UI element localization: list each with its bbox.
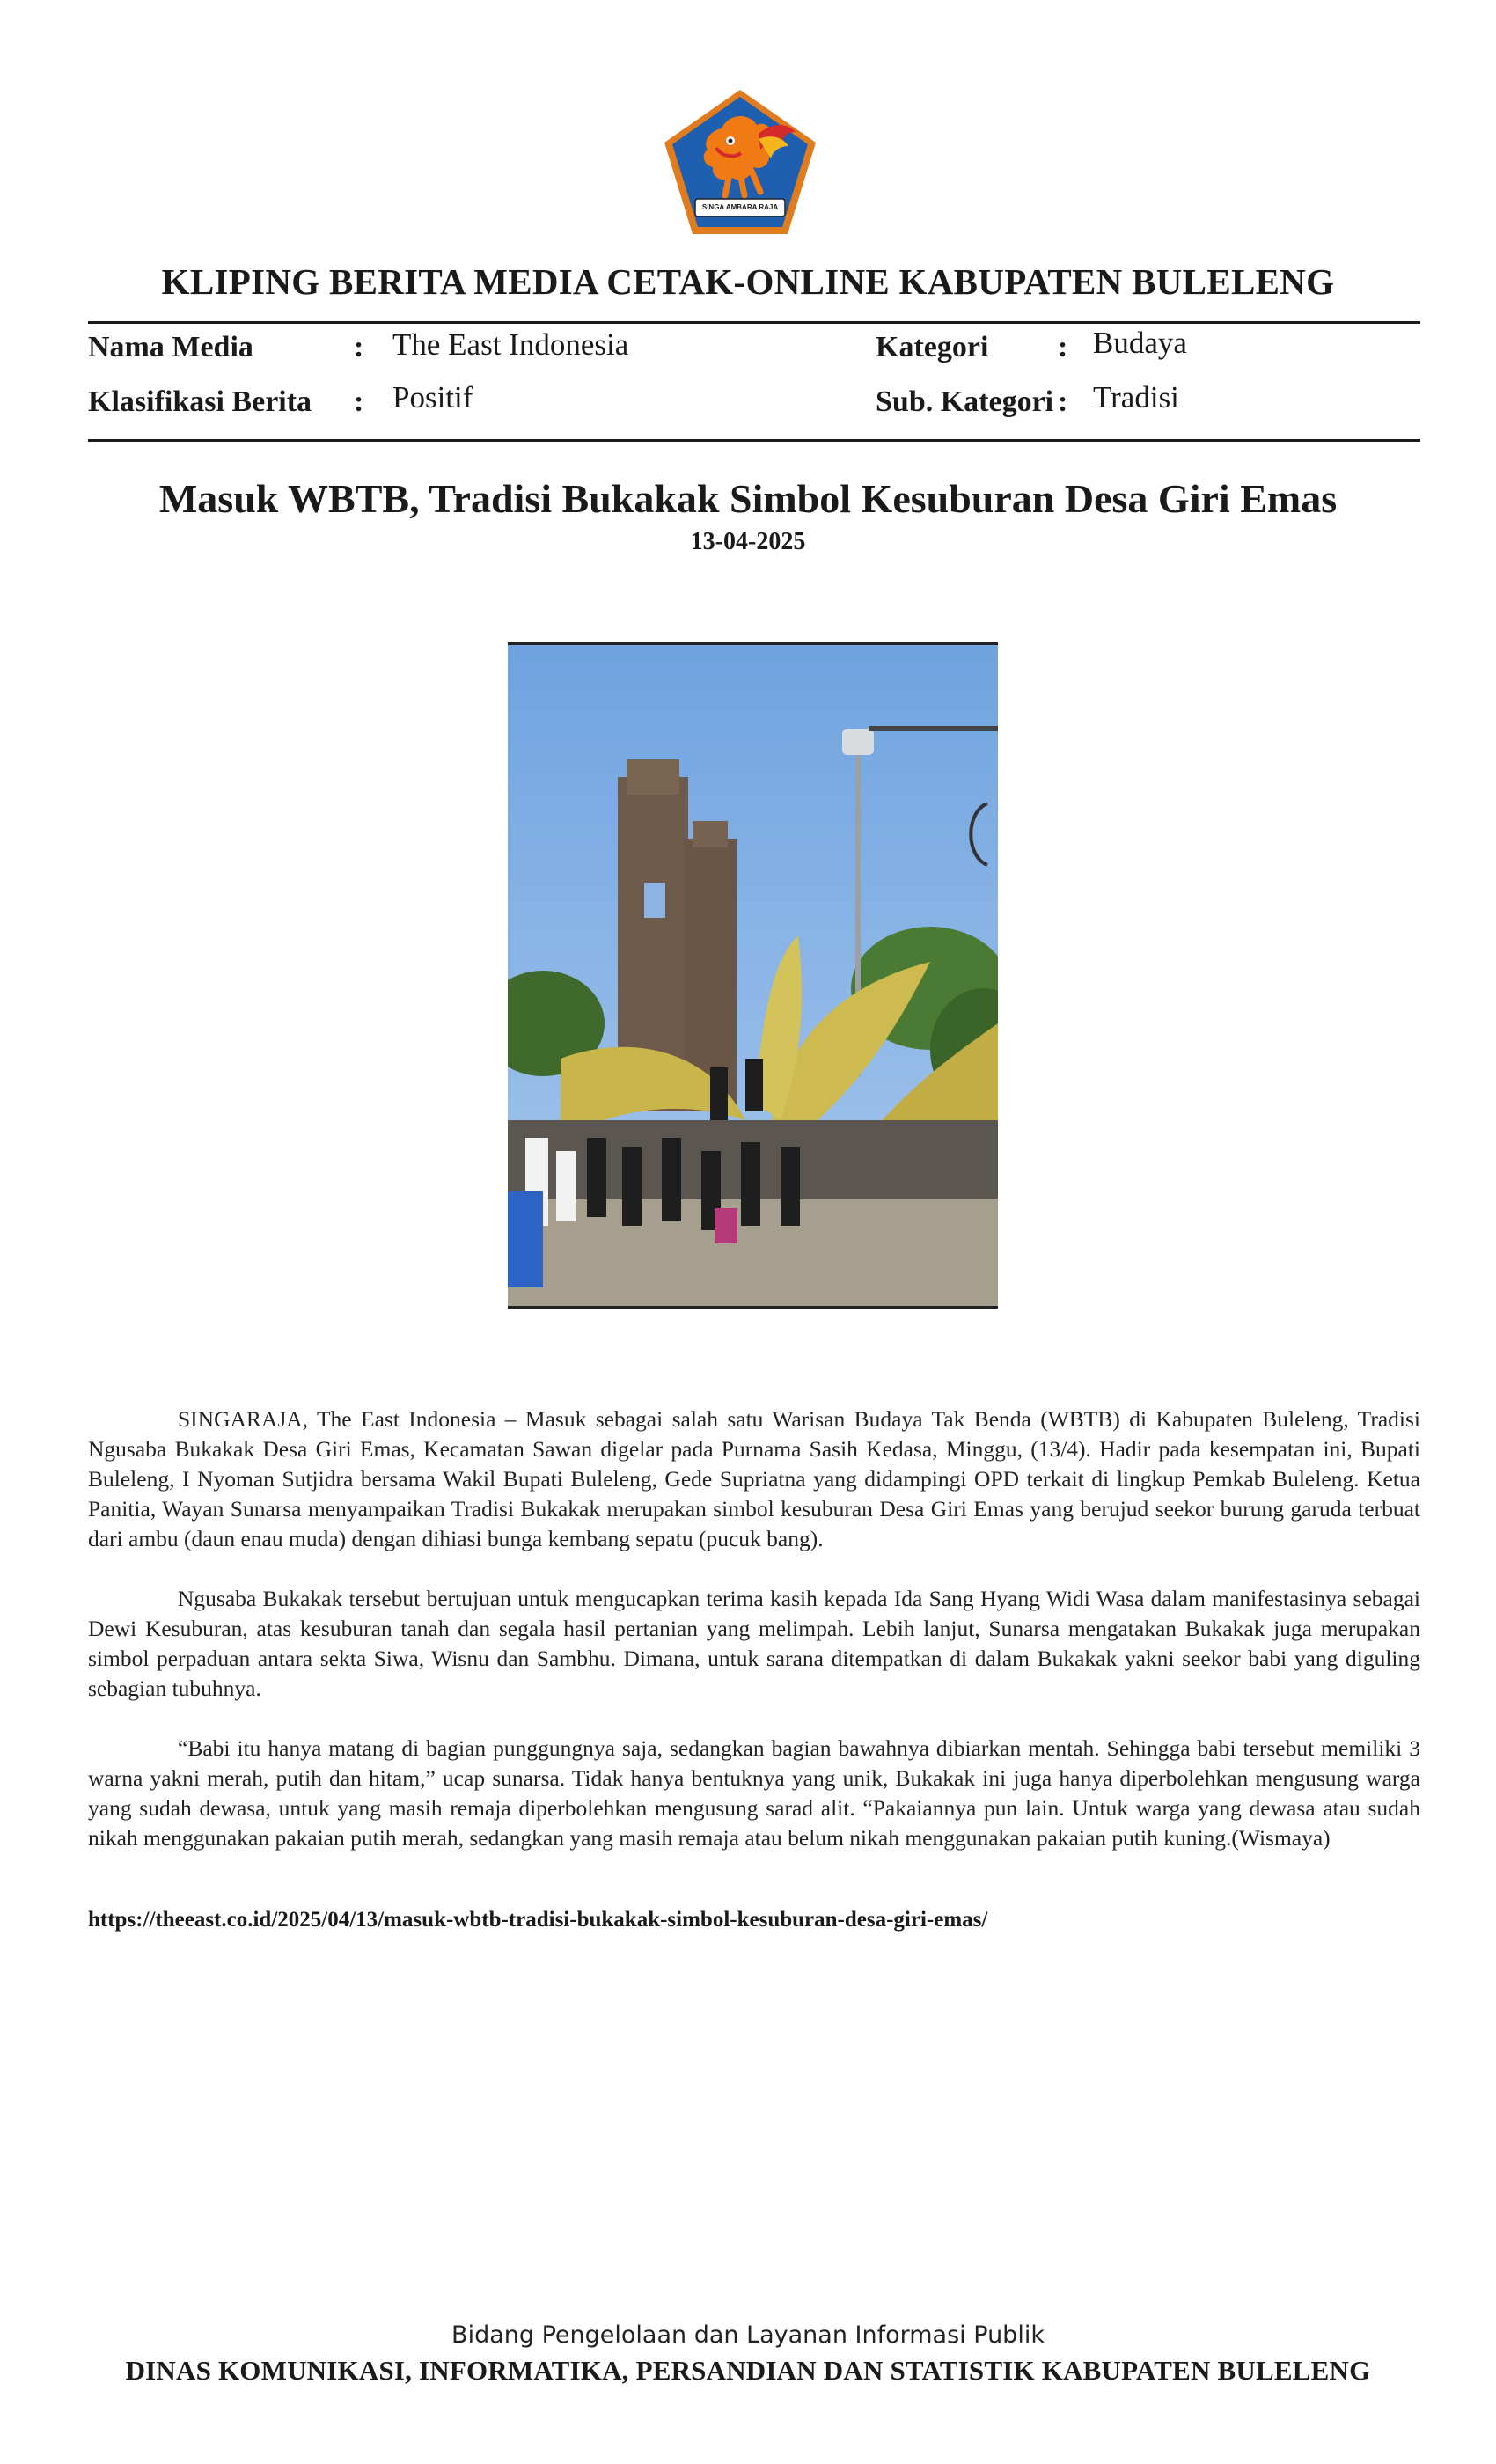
clipping-header-title: KLIPING BERITA MEDIA CETAK-ONLINE KABUPATEN BULELENG (161, 261, 1335, 302)
article-paragraph-3: “Babi itu hanya matang di bagian punggungnya saja, sedangkan bagian bawahnya dibiarkan mentah. Sehingga babi tersebut memiliki 3 warna yakni merah, putih dan hitam,” ucap sunarsa. Tidak hanya bentuknya yang unik, Bukakak ini juga hanya diperbolehkan mengusung warga yang sudah dewasa, untuk yang masih remaja diperbolehkan mengusung sarad alit. “Pakaiannya pun lain. Untuk warga yang dewasa atau sudah nikah menggunakan pakaian putih merah, sedangkan yang masih remaja atau belum nikah menggunakan pakaian putih kuning.(Wismaya) (88, 1735, 1420, 1851)
nama-media-label: Nama Media (88, 331, 253, 363)
footer-agency: DINAS KOMUNIKASI, INFORMATIKA, PERSANDIAN DAN STATISTIK KABUPATEN BULELENG (125, 2355, 1371, 2386)
buleleng-regency-logo (660, 86, 820, 238)
source-url-link[interactable]: https://theeast.co.id/2025/04/13/masuk-wbtb-tradisi-bukakak-simbol-kesuburan-desa-giri-emas/ (88, 1908, 988, 1932)
klasifikasi-berita-value: Positif (392, 380, 473, 414)
klasifikasi-berita-label: Klasifikasi Berita (88, 385, 312, 418)
header-top-rule (88, 321, 1420, 324)
sub-kategori-value: Tradisi (1093, 380, 1179, 414)
klasifikasi-berita-colon: : (354, 385, 364, 418)
sub-kategori-colon: : (1058, 385, 1068, 418)
article-date: 13-04-2025 (690, 528, 806, 555)
header-bottom-rule (88, 439, 1420, 442)
article-paragraph-2: Ngusaba Bukakak tersebut bertujuan untuk mengucapkan terima kasih kepada Ida Sang Hyang Widi Wasa dalam manifestasinya sebagai Dewi Kesuburan, atas kesuburan tanah dan segala hasil pertanian yang melimpah. Lebih lanjut, Sunarsa mengatakan Bukakak juga merupakan simbol perpaduan antara sekta Siwa, Wisnu dan Sambhu. Dimana, untuk sarana ditempatkan di dalam Bukakak yakni seekor babi yang diguling sebagian tubuhnya. (88, 1586, 1420, 1701)
nama-media-value: The East Indonesia (392, 327, 629, 362)
footer-division: Bidang Pengelolaan dan Layanan Informasi Publik (451, 2321, 1045, 2349)
article-body (88, 1404, 1420, 1883)
article-photo (508, 642, 998, 1309)
article-title: Masuk WBTB, Tradisi Bukakak Simbol Kesuburan Desa Giri Emas (158, 476, 1338, 521)
kategori-value: Budaya (1093, 326, 1187, 360)
kategori-label: Kategori (876, 331, 989, 363)
article-paragraph-1: SINGARAJA, The East Indonesia – Masuk sebagai salah satu Warisan Budaya Tak Benda (WBTB) di Kabupaten Buleleng, Tradisi Ngusaba Bukakak Desa Giri Emas, Kecamatan Sawan digelar pada Purnama Sasih Kedasa, Minggu, (13/4). Hadir pada kesempatan ini, Bupati Buleleng, I Nyoman Sutjidra bersama Wakil Bupati Buleleng, Gede Supriatna yang didampingi OPD terkait di lingkup Pemkab Buleleng. Ketua Panitia, Wayan Sunarsa menyampaikan Tradisi Bukakak merupakan simbol kesuburan Desa Giri Emas yang berujud seekor burung garuda terbuat dari ambu (daun enau muda) dengan dihiasi bunga kembang sepatu (pucuk bang). (88, 1406, 1420, 1551)
nama-media-colon: : (354, 331, 364, 363)
logo-motto: SINGA AMBARA RAJA (701, 203, 779, 211)
sub-kategori-label: Sub. Kategori (876, 385, 1054, 418)
kategori-colon: : (1058, 331, 1068, 363)
